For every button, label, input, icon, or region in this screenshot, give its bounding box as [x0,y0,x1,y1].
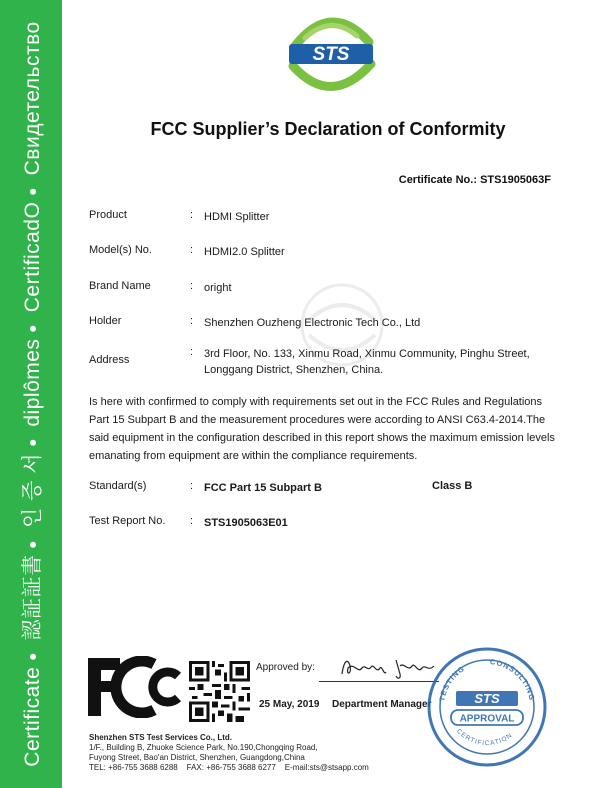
statement-line: Is here with confirmed to comply with requirements set out in the FCC Rules and Regulations [89,396,543,408]
statement-line: said equipment in the configuration described in this report shows the maximum emission levels [89,432,555,444]
field-label: Brand Name [89,280,151,292]
field-value: HDMI2.0 Splitter [204,246,285,258]
side-band-text [16,21,46,766]
field-colon: : [190,244,194,256]
field-label: Test Report No. [89,515,166,527]
bullet-icon [30,326,36,332]
field-value: Shenzhen Ouzheng Electronic Tech Co., Ltd [204,317,421,329]
field-label: Model(s) No. [89,244,152,256]
side-band-segment: Свидетельство [21,21,44,176]
side-band-segment: 認証証書 [21,554,44,641]
stamp-top-right-text: CONSULTING [489,657,537,702]
field-colon: : [190,209,194,221]
certificate-number-label: Certificate No.: [398,174,477,186]
approval-date: 25 May, 2019 [259,699,320,710]
side-band-segment: CertificadO [21,201,44,313]
bullet-icon [30,440,36,446]
field-label: Standard(s) [89,480,147,492]
field-colon: : [190,346,194,358]
footer-address-line: Fuyong Street, Bao'an District, Shenzhen, Guangdong,China [89,753,305,762]
footer-address-line: 1/F., Building B, Zhuoke Science Park, No.190,Chongqing Road, [89,743,318,752]
side-band-segment: Certificate [21,666,44,767]
approver-department: Department Manager [332,699,432,710]
class-value: Class B [432,480,473,492]
bullet-icon [30,189,36,195]
fcc-logo-icon [86,656,184,718]
bullet-icon [30,654,36,660]
field-label: Address [89,354,130,366]
stamp-top-left-text: TESTING [437,663,467,702]
stamp-lower-text: CERTIFICATION [455,727,514,748]
field-colon: : [190,280,194,292]
field-label: Holder [89,315,122,327]
side-band-segment: 인 증 서 [21,452,44,528]
page-title: FCC Supplier’s Declaration of Conformity [150,119,506,139]
field-colon: : [190,480,194,492]
signature-icon [338,652,438,682]
logo-text: STS [312,44,350,65]
field-value: STS1905063E01 [204,517,288,529]
field-value-line1: 3rd Floor, No. 133, Xinmu Road, Xinmu Community, Pinghu Street, [204,348,530,360]
bullet-icon [30,541,36,547]
stamp-center-text: STS [474,691,500,706]
sts-logo-icon [285,8,377,98]
field-label: Product [89,209,127,221]
statement-line: emanating from equipment are within the compliance requirements. [89,450,418,462]
approval-stamp-icon [426,646,548,768]
field-value: FCC Part 15 Subpart B [204,482,322,494]
field-value: HDMI Splitter [204,211,270,223]
svg-text:CERTIFICATION [455,728,514,747]
field-value: oright [204,282,232,294]
side-band [0,0,62,788]
footer-contact: TEL: +86-755 3688 6288 FAX: +86-755 3688 6277 E-mail:sts@stsapp.com [89,763,369,772]
footer-company: Shenzhen STS Test Services Co., Ltd. [89,733,232,742]
footer [89,733,369,773]
approved-by-label: Approved by: [256,662,315,673]
statement-line: Part 15 Subpart B and the measurement procedures were according to ANSI C63.4-2014.The [89,414,546,426]
certificate-number-value: STS1905063F [480,174,551,186]
stamp-approval-text: APPROVAL [459,713,515,725]
certificate-page [62,0,594,788]
conformity-statement [89,393,559,465]
field-value-line2: Longgang District, Shenzhen, China. [204,364,384,376]
field-colon: : [190,515,194,527]
qr-code-icon[interactable] [189,660,250,723]
signature-line [319,681,439,682]
certificate-number [399,174,551,186]
side-band-segment: diplômes [21,338,44,427]
field-colon: : [190,315,194,327]
